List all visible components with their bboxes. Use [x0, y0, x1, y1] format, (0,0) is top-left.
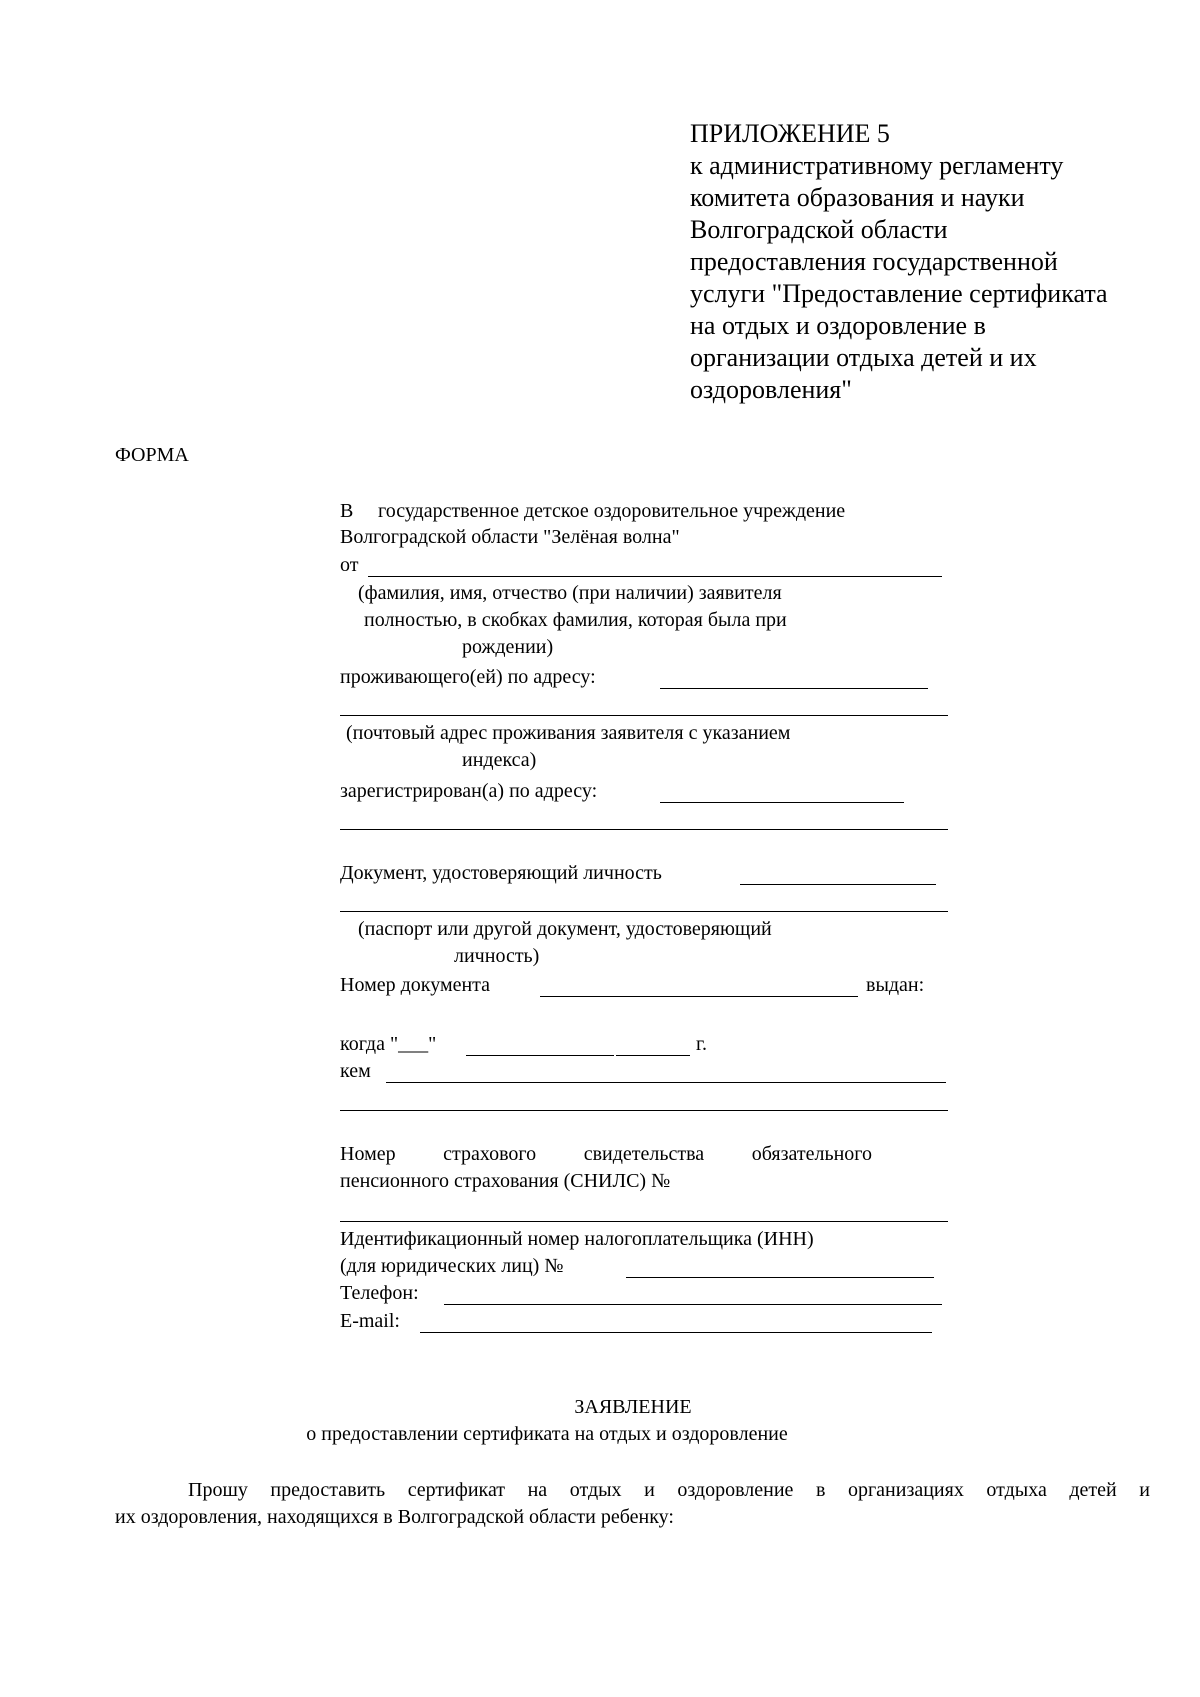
from-hint: рождении): [462, 636, 554, 658]
by-whom-field-line-2[interactable]: [340, 1110, 948, 1111]
year-suffix: г.: [696, 1033, 707, 1055]
statement-body-line2: их оздоровления, находящихся в Волгоградской области ребенку:: [115, 1506, 674, 1528]
id-doc-hint: (паспорт или другой документ, удостоверяющий: [358, 918, 772, 940]
residence-field-line-2[interactable]: [340, 715, 948, 716]
issue-year-field-line[interactable]: [616, 1055, 690, 1056]
statement-subtitle: о предоставлении сертификата на отдых и оздоровление: [306, 1423, 788, 1445]
annex-line: Волгоградской области: [690, 215, 948, 244]
statement-body-line1: Прошу предоставить сертификат на отдых и оздоровление в организациях отдыха детей и: [188, 1479, 1150, 1501]
annex-line: комитета образования и науки: [690, 183, 1025, 212]
annex-line: к административному регламенту: [690, 151, 1064, 180]
issue-month-field-line[interactable]: [466, 1055, 614, 1056]
residence-hint: (почтовый адрес проживания заявителя с указанием: [346, 722, 791, 744]
annex-line: на отдых и оздоровление в: [690, 311, 986, 340]
snils-line2: пенсионного страхования (СНИЛС) №: [340, 1170, 671, 1192]
residence-label: проживающего(ей) по адресу:: [340, 666, 596, 688]
to-prefix: В: [340, 500, 354, 522]
annex-title: ПРИЛОЖЕНИЕ 5: [690, 119, 890, 148]
from-hint: (фамилия, имя, отчество (при наличии) заявителя: [358, 582, 782, 604]
snils-field-line[interactable]: [340, 1221, 948, 1222]
snils-line1: Номер страхового свидетельства обязательного: [340, 1143, 872, 1165]
annex-block: [690, 118, 1108, 406]
id-doc-hint: личность): [454, 945, 540, 967]
email-label: E-mail:: [340, 1310, 400, 1332]
statement-title: ЗАЯВЛЕНИЕ: [574, 1396, 692, 1418]
issued-label: выдан:: [866, 974, 925, 996]
from-hint: полностью, в скобках фамилия, которая была при: [364, 609, 787, 631]
phone-field-line[interactable]: [444, 1304, 942, 1305]
annex-line: предоставления государственной: [690, 247, 1058, 276]
form-label: ФОРМА: [115, 444, 189, 466]
to-org-line2: Волгоградской области "Зелёная волна": [340, 526, 680, 548]
email-field-line[interactable]: [420, 1332, 932, 1333]
id-doc-label: Документ, удостоверяющий личность: [340, 862, 662, 884]
residence-field-line[interactable]: [660, 688, 928, 689]
inn-line2: (для юридических лиц) №: [340, 1255, 564, 1277]
residence-hint: индекса): [462, 749, 537, 771]
id-doc-field-line-2[interactable]: [340, 911, 948, 912]
inn-field-line[interactable]: [626, 1277, 934, 1278]
phone-label: Телефон:: [340, 1282, 419, 1304]
registration-label: зарегистрирован(а) по адресу:: [340, 780, 598, 802]
doc-number-field-line[interactable]: [540, 996, 858, 997]
when-label: когда "___": [340, 1033, 437, 1055]
by-whom-label: кем: [340, 1060, 371, 1082]
id-doc-field-line[interactable]: [740, 884, 936, 885]
from-field-line[interactable]: [368, 576, 942, 577]
doc-number-label: Номер документа: [340, 974, 491, 996]
to-org-line1: государственное детское оздоровительное учреждение: [378, 500, 846, 522]
by-whom-field-line[interactable]: [386, 1082, 946, 1083]
annex-line: организации отдыха детей и их: [690, 343, 1037, 372]
annex-line: услуги "Предоставление сертификата: [690, 279, 1108, 308]
from-label: от: [340, 554, 359, 576]
registration-field-line[interactable]: [660, 802, 904, 803]
inn-line1: Идентификационный номер налогоплательщика (ИНН): [340, 1228, 814, 1250]
annex-line: оздоровления": [690, 375, 852, 404]
registration-field-line-2[interactable]: [340, 829, 948, 830]
